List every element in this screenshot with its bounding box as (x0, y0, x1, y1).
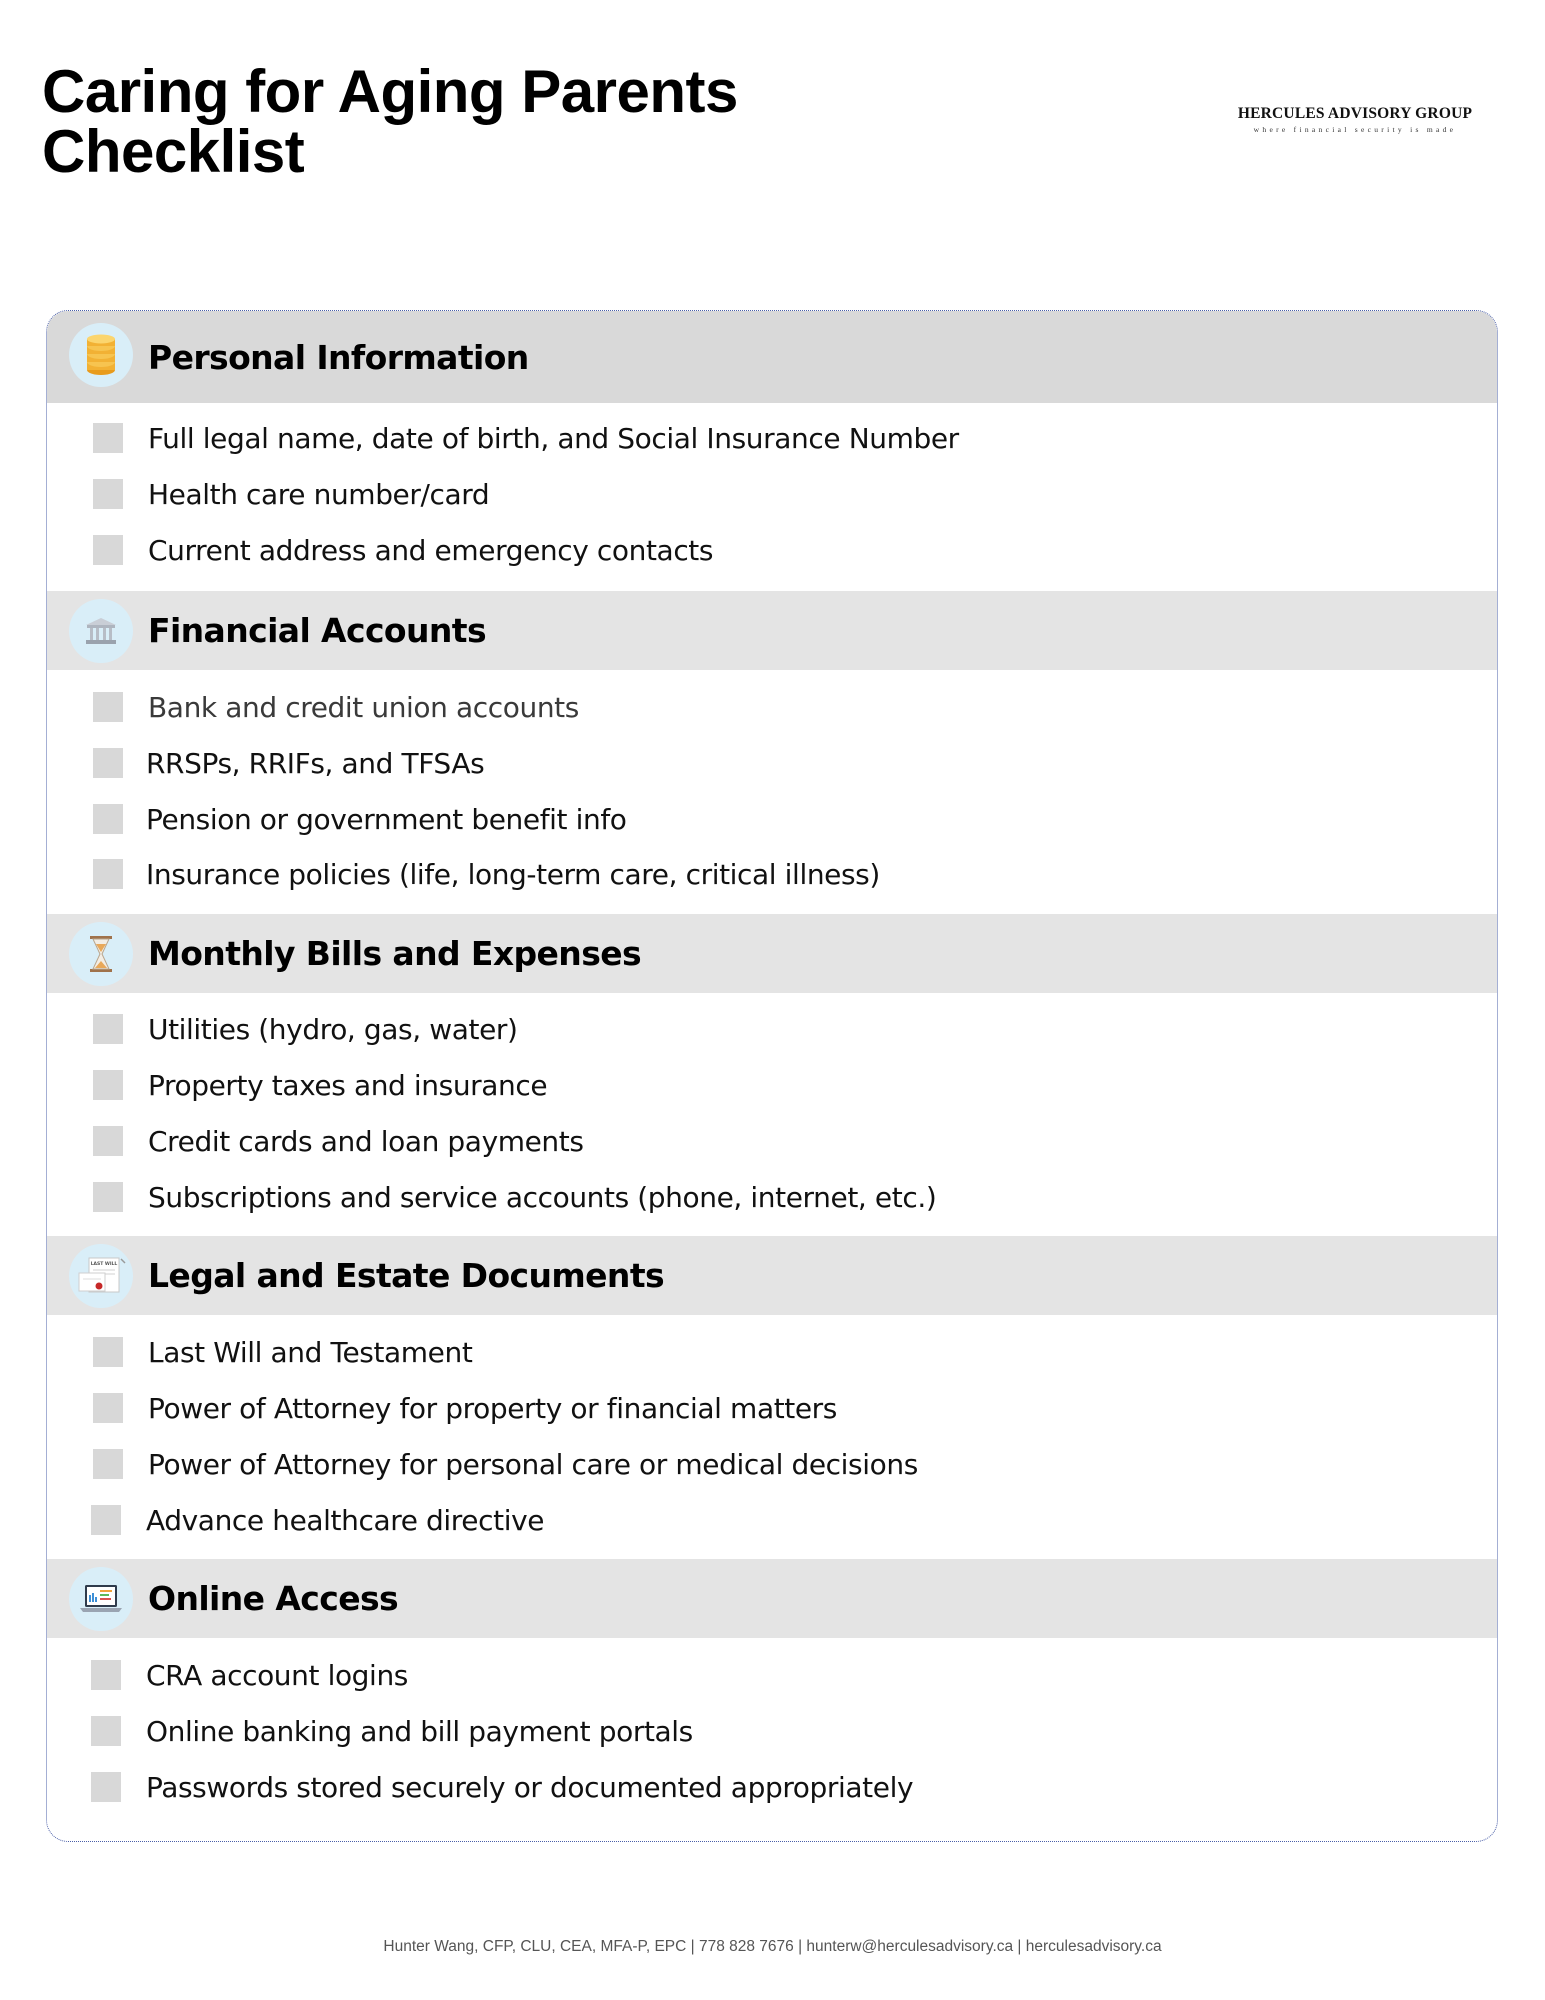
list-item (47, 1177, 1497, 1217)
item-label: Full legal name, date of birth, and Social Insurance Number (148, 421, 959, 455)
section-header-monthly-bills (47, 914, 1497, 993)
item-label: Utilities (hydro, gas, water) (148, 1012, 518, 1046)
checkbox[interactable] (93, 859, 123, 889)
list-item (47, 687, 1497, 727)
list-item (47, 474, 1497, 514)
section-title: Monthly Bills and Expenses (148, 934, 642, 973)
checkbox[interactable] (93, 535, 123, 565)
checkbox[interactable] (91, 1660, 121, 1690)
list-item (47, 1655, 1497, 1695)
item-label: Current address and emergency contacts (148, 533, 714, 567)
checkbox[interactable] (93, 1449, 123, 1479)
checkbox[interactable] (91, 1716, 121, 1746)
checkbox[interactable] (93, 1126, 123, 1156)
list-item (47, 1009, 1497, 1049)
item-label: Health care number/card (148, 477, 490, 511)
section-title: Online Access (148, 1579, 399, 1618)
title-line-2: Checklist (42, 118, 305, 185)
list-item (47, 1767, 1497, 1807)
item-label: Property taxes and insurance (148, 1068, 548, 1102)
item-label: Bank and credit union accounts (148, 690, 579, 724)
checkbox[interactable] (91, 1505, 121, 1535)
section-header-personal-information (47, 311, 1497, 403)
list-item (47, 1711, 1497, 1751)
page-title (42, 58, 738, 185)
laptop-dashboard-icon (69, 1567, 133, 1631)
list-item (47, 1500, 1497, 1540)
checkbox[interactable] (93, 479, 123, 509)
title-line-1: Caring for Aging Parents (42, 58, 738, 125)
coins-icon (69, 323, 133, 387)
list-item (47, 1388, 1497, 1428)
checkbox[interactable] (93, 804, 123, 834)
item-label: Power of Attorney for property or financial matters (148, 1391, 837, 1425)
will-label: LAST WILL (90, 1261, 118, 1267)
section-header-financial-accounts (47, 591, 1497, 670)
item-label: Passwords stored securely or documented appropriately (146, 1770, 914, 1804)
company-logo (1220, 105, 1490, 134)
hourglass-icon (69, 922, 133, 986)
item-label: Credit cards and loan payments (148, 1124, 584, 1158)
section-title: Personal Information (148, 337, 529, 377)
list-item (47, 418, 1497, 458)
list-item (47, 1444, 1497, 1484)
section-header-online-access (47, 1559, 1497, 1638)
list-item (47, 1065, 1497, 1105)
checkbox[interactable] (91, 1772, 121, 1802)
checklist-card (46, 310, 1498, 1842)
will-document-icon (69, 1244, 133, 1308)
list-item (47, 1332, 1497, 1372)
checkbox[interactable] (93, 423, 123, 453)
footer-contact: Hunter Wang, CFP, CLU, CEA, MFA-P, EPC | 778 828 7676 | hunterw@herculesadvisory.ca | herculesadvisory.ca (383, 1938, 1162, 1955)
item-label: CRA account logins (146, 1658, 408, 1692)
item-label: Pension or government benefit info (146, 802, 627, 836)
checkbox[interactable] (93, 692, 123, 722)
section-title: Financial Accounts (148, 611, 486, 650)
checkbox[interactable] (93, 1337, 123, 1367)
checkbox[interactable] (93, 1014, 123, 1044)
checkbox[interactable] (93, 1070, 123, 1100)
item-label: RRSPs, RRIFs, and TFSAs (146, 746, 485, 780)
logo-name: HERCULES ADVISORY GROUP (1237, 105, 1473, 122)
list-item (47, 530, 1497, 570)
bank-icon (69, 599, 133, 663)
logo-tagline: where financial security is made (1253, 125, 1457, 134)
list-item (47, 1121, 1497, 1161)
item-label: Online banking and bill payment portals (146, 1714, 693, 1748)
item-label: Last Will and Testament (148, 1335, 473, 1369)
list-item (47, 799, 1497, 839)
item-label: Insurance policies (life, long-term care, critical illness) (146, 857, 880, 891)
checkbox[interactable] (93, 1182, 123, 1212)
section-title: Legal and Estate Documents (148, 1256, 665, 1295)
item-label: Power of Attorney for personal care or medical decisions (148, 1447, 918, 1481)
list-item (47, 854, 1497, 894)
item-label: Advance healthcare directive (146, 1503, 545, 1537)
checkbox[interactable] (93, 1393, 123, 1423)
section-header-legal-estate (47, 1236, 1497, 1315)
item-label: Subscriptions and service accounts (phone, internet, etc.) (148, 1180, 937, 1214)
list-item (47, 743, 1497, 783)
checkbox[interactable] (93, 748, 123, 778)
